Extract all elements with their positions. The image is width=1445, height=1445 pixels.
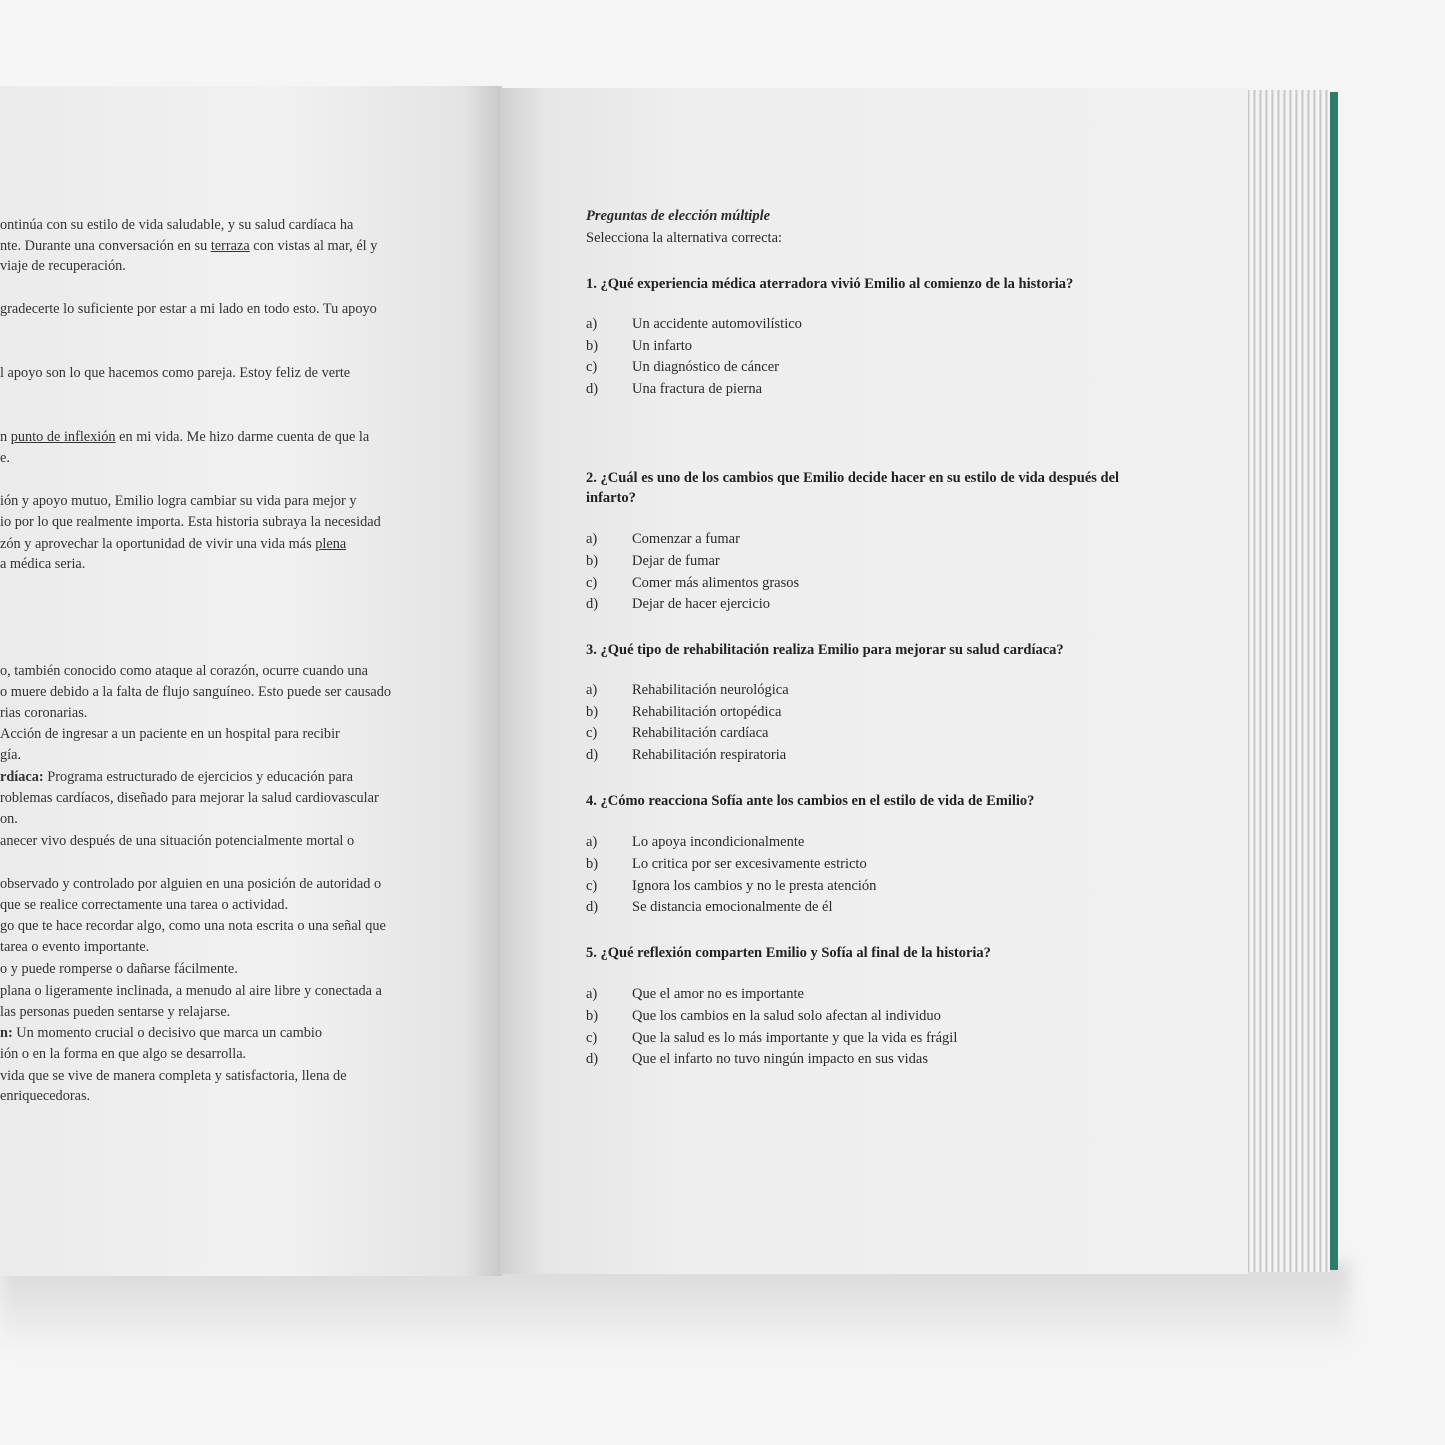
question-3: 3. ¿Qué tipo de rehabilitación realiza Emilio para mejorar su salud cardíaca? [586,642,1064,658]
left-page-line: gradecerte lo suficiente por estar a mi lado en todo esto. Tu apoyo [0,301,377,317]
underlined-term: punto de inflexión [10,429,116,445]
question-1: 1. ¿Qué experiencia médica aterradora vivió Emilio al comienzo de la historia? [586,276,1074,292]
left-page-line: l apoyo son lo que hacemos como pareja. Estoy feliz de verte [0,365,351,381]
option-5c[interactable]: c) Que la salud es lo más importante y que la vida es frágil [586,1030,958,1046]
underlined-term: plena [315,536,347,552]
left-page-line: anecer vivo después de una situación potencialmente mortal o [0,833,355,849]
option-4b[interactable]: b) Lo critica por ser excesivamente estricto [586,856,867,872]
left-page-line: nte. Durante una conversación en su terraza con vistas al mar, él y [0,238,378,254]
left-page-line: rias coronarias. [0,705,88,721]
left-page [0,86,502,1276]
left-page-line: enriquecedoras. [0,1088,91,1104]
left-page-line: n punto de inflexión en mi vida. Me hizo darme cuenta de que la [0,429,370,445]
question-2: 2. ¿Cuál es uno de los cambios que Emilio decide hacer en su estilo de vida después del infarto? [586,470,1120,506]
option-2a[interactable]: a) Comenzar a fumar [586,531,740,547]
question-5: 5. ¿Qué reflexión comparten Emilio y Sofía al final de la historia? [586,945,991,961]
left-page-line: observado y controlado por alguien en una posición de autoridad o [0,876,382,892]
option-5b[interactable]: b) Que los cambios en la salud solo afectan al individuo [586,1008,941,1024]
left-page-line: o, también conocido como ataque al corazón, ocurre cuando una [0,663,368,679]
option-2d[interactable]: d) Dejar de hacer ejercicio [586,596,771,612]
left-page-line: plana o ligeramente inclinada, a menudo al aire libre y conectada a [0,983,382,999]
option-3a[interactable]: a) Rehabilitación neurológica [586,682,789,698]
option-1c[interactable]: c) Un diagnóstico de cáncer [586,359,779,375]
option-5d[interactable]: d) Que el infarto no tuvo ningún impacto en sus vidas [586,1051,928,1067]
option-1b[interactable]: b) Un infarto [586,338,692,354]
option-4d[interactable]: d) Se distancia emocionalmente de él [586,899,833,915]
option-3d[interactable]: d) Rehabilitación respiratoria [586,747,787,763]
left-page-line: vida que se vive de manera completa y satisfactoria, llena de [0,1068,347,1084]
left-page-line: go que te hace recordar algo, como una nota escrita o una señal que [0,918,386,934]
left-page-line: o y puede romperse o dañarse fácilmente. [0,961,238,977]
option-1a[interactable]: a) Un accidente automovilístico [586,316,802,332]
left-page-line: ontinúa con su estilo de vida saludable, y su salud cardíaca ha [0,217,354,233]
left-page-line: roblemas cardíacos, diseñado para mejorar la salud cardiovascular [0,790,379,806]
left-page-line: Acción de ingresar a un paciente en un hospital para recibir [0,726,340,742]
left-page-line: ión o en la forma en que algo se desarrolla. [0,1046,247,1062]
left-page-line: a médica seria. [0,556,86,572]
glossary-term: n: [0,1025,13,1041]
left-page-line: e. [0,450,10,466]
left-page-line: io por lo que realmente importa. Esta historia subraya la necesidad [0,514,381,530]
left-page-line: on. [0,811,18,827]
option-2b[interactable]: b) Dejar de fumar [586,553,720,569]
option-3c[interactable]: c) Rehabilitación cardíaca [586,725,769,741]
instruction-text: Selecciona la alternativa correcta: [586,230,783,246]
underlined-term: terraza [210,238,250,254]
option-3b[interactable]: b) Rehabilitación ortopédica [586,704,782,720]
section-heading: Preguntas de elección múltiple [586,208,771,224]
left-page-line: que se realice correctamente una tarea o actividad. [0,897,289,913]
left-page-line: las personas pueden sentarse y relajarse. [0,1004,231,1020]
left-page-line: n: Un momento crucial o decisivo que marca un cambio [0,1025,322,1041]
glossary-term: rdíaca: [0,769,44,785]
question-4: 4. ¿Cómo reacciona Sofía ante los cambios en el estilo de vida de Emilio? [586,793,1035,809]
left-page-line: tarea o evento importante. [0,939,150,955]
option-2c[interactable]: c) Comer más alimentos grasos [586,575,800,591]
option-1d[interactable]: d) Una fractura de pierna [586,381,763,397]
left-page-line: rdíaca: Programa estructurado de ejercicios y educación para [0,769,353,785]
option-4c[interactable]: c) Ignora los cambios y no le presta atención [586,878,877,894]
page-stack-edge [1244,90,1330,1272]
option-4a[interactable]: a) Lo apoya incondicionalmente [586,834,805,850]
left-page-line: o muere debido a la falta de flujo sanguíneo. Esto puede ser causado [0,684,392,700]
left-page-line: ión y apoyo mutuo, Emilio logra cambiar su vida para mejor y [0,493,357,509]
right-page [500,88,1248,1274]
left-page-line: zón y aprovechar la oportunidad de vivir una vida más plena [0,536,347,552]
left-page-line: viaje de recuperación. [0,258,126,274]
left-page-line: gía. [0,747,22,763]
option-5a[interactable]: a) Que el amor no es importante [586,986,804,1002]
